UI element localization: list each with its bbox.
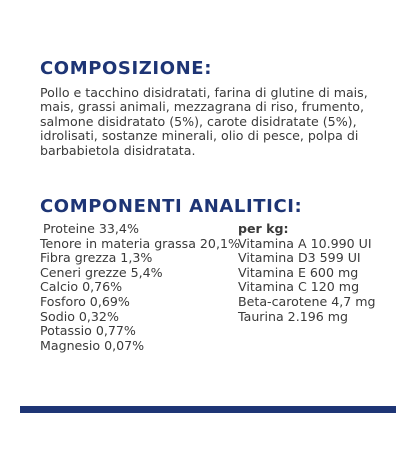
analytical-item: Calcio 0,76% xyxy=(40,279,123,295)
additives-per-kg-list xyxy=(238,222,376,324)
composition-line: mais, grassi animali, mezzagrana di riso, frumento, xyxy=(40,99,364,115)
additive-item: Vitamina A 10.990 UI xyxy=(238,235,372,251)
analytical-item: Potassio 0,77% xyxy=(40,323,136,339)
analytical-item: Fibra grezza 1,3% xyxy=(40,250,153,266)
composition-text xyxy=(40,86,380,158)
analytical-item: Ceneri grezze 5,4% xyxy=(40,264,163,280)
analytical-item: Sodio 0,32% xyxy=(40,308,119,324)
analytical-item: Tenore in materia grassa 20,1% xyxy=(40,235,240,251)
bottom-divider xyxy=(20,406,396,413)
analytical-components-list xyxy=(40,222,240,353)
additive-item: Vitamina E 600 mg xyxy=(238,264,359,280)
composition-line: idrolisati, sostanze minerali, olio di pesce, polpa di xyxy=(40,128,359,144)
composition-line: barbabietola disidratata. xyxy=(40,142,196,158)
analytical-item: Fosforo 0,69% xyxy=(40,293,130,309)
analytical-item: Proteine 33,4% xyxy=(43,221,139,236)
analytical-item: Magnesio 0,07% xyxy=(40,337,145,353)
composition-line: Pollo e tacchino disidratati, farina di glutine di mais, xyxy=(40,85,368,100)
additive-item: Beta-carotene 4,7 mg xyxy=(238,293,376,309)
composition-heading: COMPOSIZIONE: xyxy=(40,58,212,79)
additive-item: Taurina 2.196 mg xyxy=(238,308,349,324)
additive-item: Vitamina D3 599 UI xyxy=(238,250,361,266)
composition-line: salmone disidratato (5%), carote disidratate (5%), xyxy=(40,113,357,129)
per-kg-title: per kg: xyxy=(238,221,289,236)
analytical-heading: COMPONENTI ANALITICI: xyxy=(40,196,303,217)
additive-item: Vitamina C 120 mg xyxy=(238,279,360,295)
